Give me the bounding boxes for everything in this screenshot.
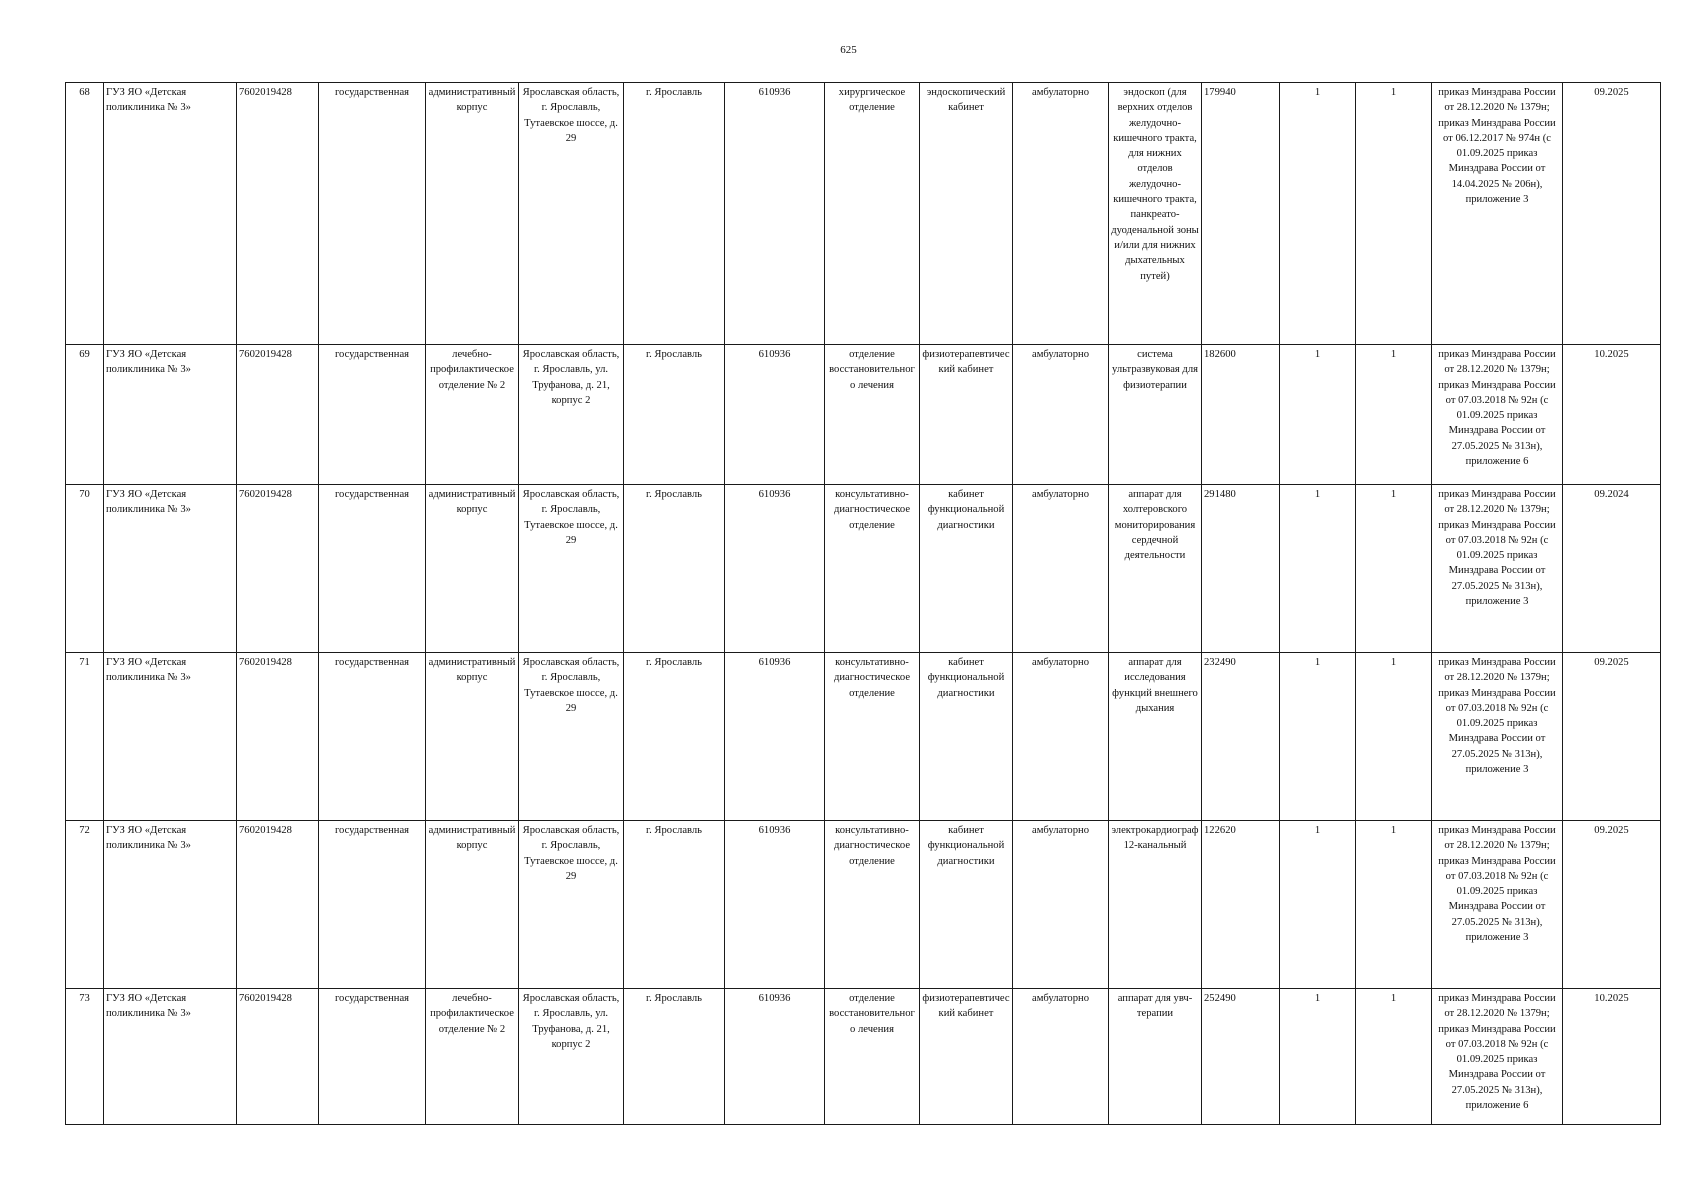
row-number: 71 xyxy=(66,653,104,821)
address: Ярославская область, г. Ярославль, Тутаевское шоссе, д. 29 xyxy=(519,485,624,653)
planned-date: 10.2025 xyxy=(1563,345,1661,485)
inn-value: 7602019428 xyxy=(237,821,319,989)
equipment-name: аппарат для холтеровского мониторирования сердечной деятельности xyxy=(1109,485,1202,653)
quantity-b: 1 xyxy=(1356,345,1432,485)
address: Ярославская область, г. Ярославль, ул. Труфанова, д. 21, корпус 2 xyxy=(519,989,624,1125)
postal-code: 610936 xyxy=(725,485,825,653)
city: г. Ярославль xyxy=(624,653,725,821)
planned-date: 09.2024 xyxy=(1563,485,1661,653)
row-number: 70 xyxy=(66,485,104,653)
room: кабинет функциональной диагностики xyxy=(920,485,1013,653)
quantity-b: 1 xyxy=(1356,653,1432,821)
department: консультативно-диагностическое отделение xyxy=(825,653,920,821)
row-number: 68 xyxy=(66,83,104,345)
inn-value: 7602019428 xyxy=(237,653,319,821)
room: физиотерапевтический кабинет xyxy=(920,345,1013,485)
department: консультативно-диагностическое отделение xyxy=(825,485,920,653)
row-number: 73 xyxy=(66,989,104,1125)
address: Ярославская область, г. Ярославль, Тутаевское шоссе, д. 29 xyxy=(519,653,624,821)
ownership-type: государственная xyxy=(319,653,426,821)
table-row xyxy=(66,485,1661,653)
equipment-name: электрокардиограф 12-канальный xyxy=(1109,821,1202,989)
care-condition: амбулаторно xyxy=(1013,83,1109,345)
postal-code: 610936 xyxy=(725,83,825,345)
equipment-name: система ультразвуковая для физиотерапии xyxy=(1109,345,1202,485)
ownership-type: государственная xyxy=(319,83,426,345)
building-name: лечебно-профилактическое отделение № 2 xyxy=(426,989,519,1125)
department: отделение восстановительного лечения xyxy=(825,989,920,1125)
city: г. Ярославль xyxy=(624,989,725,1125)
table-row xyxy=(66,345,1661,485)
organization-name: ГУЗ ЯО «Детская поликлиника № 3» xyxy=(104,83,237,345)
quantity-b: 1 xyxy=(1356,821,1432,989)
equipment-name: эндоскоп (для верхних отделов желудочно-кишечного тракта, для нижних отделов желудочно-кишечного тракта, панкреато-дуоденальной зоны и/или для нижних дыхательных путей) xyxy=(1109,83,1202,345)
city: г. Ярославль xyxy=(624,821,725,989)
room: кабинет функциональной диагностики xyxy=(920,653,1013,821)
quantity-a: 1 xyxy=(1280,653,1356,821)
care-condition: амбулаторно xyxy=(1013,653,1109,821)
building-name: административный корпус xyxy=(426,83,519,345)
quantity-b: 1 xyxy=(1356,989,1432,1125)
table-row xyxy=(66,821,1661,989)
inn-value: 7602019428 xyxy=(237,485,319,653)
page-number: 625 xyxy=(840,44,857,56)
organization-name: ГУЗ ЯО «Детская поликлиника № 3» xyxy=(104,653,237,821)
quantity-a: 1 xyxy=(1280,485,1356,653)
row-number: 69 xyxy=(66,345,104,485)
department: консультативно-диагностическое отделение xyxy=(825,821,920,989)
address: Ярославская область, г. Ярославль, Тутаевское шоссе, д. 29 xyxy=(519,83,624,345)
regulation-standard: приказ Минздрава России от 28.12.2020 № 1379н; приказ Минздрава России от 06.12.2017 № 974н (с 01.09.2025 приказ Минздрава России от 14.04.2025 № 206н), приложение 3 xyxy=(1432,83,1563,345)
city: г. Ярославль xyxy=(624,345,725,485)
room: физиотерапевтический кабинет xyxy=(920,989,1013,1125)
equipment-registry-table xyxy=(65,82,1661,1125)
room: эндоскопический кабинет xyxy=(920,83,1013,345)
table-row xyxy=(66,989,1661,1125)
postal-code: 610936 xyxy=(725,345,825,485)
inn-value: 7602019428 xyxy=(237,989,319,1125)
table-row xyxy=(66,653,1661,821)
quantity-a: 1 xyxy=(1280,821,1356,989)
planned-date: 09.2025 xyxy=(1563,83,1661,345)
building-name: административный корпус xyxy=(426,821,519,989)
ownership-type: государственная xyxy=(319,485,426,653)
price: 122620 xyxy=(1202,821,1280,989)
regulation-standard: приказ Минздрава России от 28.12.2020 № 1379н; приказ Минздрава России от 07.03.2018 № 92н (с 01.09.2025 приказ Минздрава России от 27.05.2025 № 313н), приложение 3 xyxy=(1432,485,1563,653)
care-condition: амбулаторно xyxy=(1013,821,1109,989)
quantity-a: 1 xyxy=(1280,83,1356,345)
planned-date: 09.2025 xyxy=(1563,821,1661,989)
regulation-standard: приказ Минздрава России от 28.12.2020 № 1379н; приказ Минздрава России от 07.03.2018 № 92н (с 01.09.2025 приказ Минздрава России от 27.05.2025 № 313н), приложение 3 xyxy=(1432,821,1563,989)
building-name: лечебно-профилактическое отделение № 2 xyxy=(426,345,519,485)
regulation-standard: приказ Минздрава России от 28.12.2020 № 1379н; приказ Минздрава России от 07.03.2018 № 92н (с 01.09.2025 приказ Минздрава России от 27.05.2025 № 313н), приложение 6 xyxy=(1432,989,1563,1125)
postal-code: 610936 xyxy=(725,989,825,1125)
price: 232490 xyxy=(1202,653,1280,821)
quantity-b: 1 xyxy=(1356,485,1432,653)
planned-date: 09.2025 xyxy=(1563,653,1661,821)
city: г. Ярославль xyxy=(624,485,725,653)
organization-name: ГУЗ ЯО «Детская поликлиника № 3» xyxy=(104,485,237,653)
department: хирургическое отделение xyxy=(825,83,920,345)
ownership-type: государственная xyxy=(319,989,426,1125)
care-condition: амбулаторно xyxy=(1013,989,1109,1125)
ownership-type: государственная xyxy=(319,345,426,485)
postal-code: 610936 xyxy=(725,653,825,821)
building-name: административный корпус xyxy=(426,653,519,821)
equipment-name: аппарат для увч-терапии xyxy=(1109,989,1202,1125)
quantity-a: 1 xyxy=(1280,345,1356,485)
care-condition: амбулаторно xyxy=(1013,485,1109,653)
planned-date: 10.2025 xyxy=(1563,989,1661,1125)
regulation-standard: приказ Минздрава России от 28.12.2020 № 1379н; приказ Минздрава России от 07.03.2018 № 92н (с 01.09.2025 приказ Минздрава России от 27.05.2025 № 313н), приложение 3 xyxy=(1432,653,1563,821)
quantity-b: 1 xyxy=(1356,83,1432,345)
ownership-type: государственная xyxy=(319,821,426,989)
regulation-standard: приказ Минздрава России от 28.12.2020 № 1379н; приказ Минздрава России от 07.03.2018 № 92н (с 01.09.2025 приказ Минздрава России от 27.05.2025 № 313н), приложение 6 xyxy=(1432,345,1563,485)
price: 291480 xyxy=(1202,485,1280,653)
organization-name: ГУЗ ЯО «Детская поликлиника № 3» xyxy=(104,989,237,1125)
price: 252490 xyxy=(1202,989,1280,1125)
price: 179940 xyxy=(1202,83,1280,345)
address: Ярославская область, г. Ярославль, ул. Труфанова, д. 21, корпус 2 xyxy=(519,345,624,485)
care-condition: амбулаторно xyxy=(1013,345,1109,485)
equipment-name: аппарат для исследования функций внешнего дыхания xyxy=(1109,653,1202,821)
department: отделение восстановительного лечения xyxy=(825,345,920,485)
room: кабинет функциональной диагностики xyxy=(920,821,1013,989)
row-number: 72 xyxy=(66,821,104,989)
quantity-a: 1 xyxy=(1280,989,1356,1125)
postal-code: 610936 xyxy=(725,821,825,989)
organization-name: ГУЗ ЯО «Детская поликлиника № 3» xyxy=(104,821,237,989)
inn-value: 7602019428 xyxy=(237,83,319,345)
organization-name: ГУЗ ЯО «Детская поликлиника № 3» xyxy=(104,345,237,485)
building-name: административный корпус xyxy=(426,485,519,653)
table-row xyxy=(66,83,1661,345)
price: 182600 xyxy=(1202,345,1280,485)
city: г. Ярославль xyxy=(624,83,725,345)
address: Ярославская область, г. Ярославль, Тутаевское шоссе, д. 29 xyxy=(519,821,624,989)
inn-value: 7602019428 xyxy=(237,345,319,485)
